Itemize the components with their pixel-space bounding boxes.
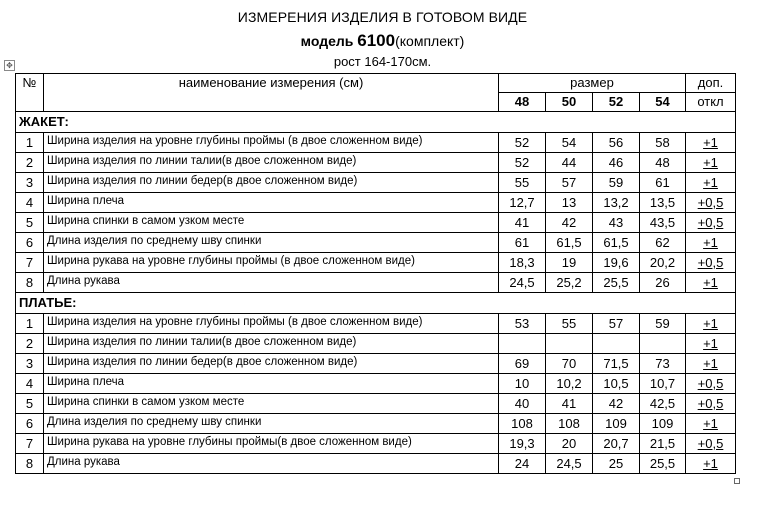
measurement-value: 18,3 bbox=[499, 253, 546, 273]
measurement-name: Ширина рукава на уровне глубины проймы(в двое сложенном виде) bbox=[44, 434, 499, 454]
model-suffix: (комплект) bbox=[395, 33, 465, 49]
tolerance-value: +1 bbox=[703, 356, 718, 371]
measurement-value: 62 bbox=[640, 233, 686, 253]
size-50: 50 bbox=[546, 93, 593, 112]
measurement-value: 43,5 bbox=[640, 213, 686, 233]
measurement-value: 42 bbox=[546, 213, 593, 233]
measurement-value: 20 bbox=[546, 434, 593, 454]
tolerance-cell bbox=[686, 273, 736, 293]
tolerance-cell bbox=[686, 454, 736, 474]
tolerance-cell bbox=[686, 314, 736, 334]
row-number: 6 bbox=[16, 233, 44, 253]
tolerance-cell bbox=[686, 334, 736, 354]
measurement-value: 24,5 bbox=[499, 273, 546, 293]
measurement-value: 73 bbox=[640, 354, 686, 374]
measurement-value: 25 bbox=[593, 454, 640, 474]
measurement-value: 19 bbox=[546, 253, 593, 273]
table-row bbox=[16, 394, 736, 414]
measurement-value: 108 bbox=[499, 414, 546, 434]
row-number: 8 bbox=[16, 273, 44, 293]
measurement-value: 53 bbox=[499, 314, 546, 334]
measurement-name: Длина рукава bbox=[44, 454, 499, 474]
table-row bbox=[16, 253, 736, 273]
table-row bbox=[16, 314, 736, 334]
measurement-value: 61,5 bbox=[593, 233, 640, 253]
measurement-name: Ширина изделия на уровне глубины проймы (в двое сложенном виде) bbox=[44, 314, 499, 334]
tolerance-cell bbox=[686, 434, 736, 454]
table-row bbox=[16, 173, 736, 193]
table-row bbox=[16, 153, 736, 173]
table-resize-handle-icon[interactable] bbox=[734, 478, 740, 484]
measurement-value: 26 bbox=[640, 273, 686, 293]
tolerance-cell bbox=[686, 414, 736, 434]
size-48: 48 bbox=[499, 93, 546, 112]
table-row bbox=[16, 434, 736, 454]
measurement-name: Длина изделия по среднему шву спинки bbox=[44, 414, 499, 434]
size-52: 52 bbox=[593, 93, 640, 112]
row-number: 5 bbox=[16, 394, 44, 414]
header-tolerance-bottom: откл bbox=[686, 93, 736, 112]
measurement-name: Ширина изделия по линии бедер(в двое сложенном виде) bbox=[44, 354, 499, 374]
header-name: наименование измерения (см) bbox=[44, 74, 499, 112]
row-number: 3 bbox=[16, 173, 44, 193]
tolerance-cell bbox=[686, 354, 736, 374]
measurement-value: 40 bbox=[499, 394, 546, 414]
tolerance-value: +1 bbox=[703, 316, 718, 331]
measurement-value: 24,5 bbox=[546, 454, 593, 474]
measurement-value: 10,2 bbox=[546, 374, 593, 394]
tolerance-value: +0,5 bbox=[697, 255, 724, 270]
measurement-value: 10 bbox=[499, 374, 546, 394]
measurement-name: Ширина рукава на уровне глубины проймы (в двое сложенном виде) bbox=[44, 253, 499, 273]
measurement-value bbox=[640, 334, 686, 354]
measurement-value: 48 bbox=[640, 153, 686, 173]
tolerance-value: +1 bbox=[703, 456, 718, 471]
measurement-value: 57 bbox=[546, 173, 593, 193]
measurement-value: 13,5 bbox=[640, 193, 686, 213]
table-row bbox=[16, 374, 736, 394]
table-row bbox=[16, 233, 736, 253]
measurement-value: 13 bbox=[546, 193, 593, 213]
measurement-value: 25,5 bbox=[593, 273, 640, 293]
measurement-value: 13,2 bbox=[593, 193, 640, 213]
measurement-value: 109 bbox=[593, 414, 640, 434]
tolerance-value: +1 bbox=[703, 275, 718, 290]
measurement-value: 55 bbox=[546, 314, 593, 334]
measurement-value: 55 bbox=[499, 173, 546, 193]
measurement-value: 70 bbox=[546, 354, 593, 374]
tolerance-cell bbox=[686, 153, 736, 173]
tolerance-value: +0,5 bbox=[697, 376, 724, 391]
row-number: 1 bbox=[16, 314, 44, 334]
measurement-name: Ширина плеча bbox=[44, 374, 499, 394]
model-prefix: модель bbox=[300, 33, 354, 49]
measurement-value: 25,5 bbox=[640, 454, 686, 474]
header-num: № bbox=[16, 74, 44, 112]
tolerance-value: +1 bbox=[703, 235, 718, 250]
header-row bbox=[16, 74, 736, 93]
measurement-value: 52 bbox=[499, 133, 546, 153]
measurement-value: 61 bbox=[499, 233, 546, 253]
measurement-value: 69 bbox=[499, 354, 546, 374]
header-tolerance-top: доп. bbox=[686, 74, 736, 93]
measurement-value: 12,7 bbox=[499, 193, 546, 213]
row-number: 4 bbox=[16, 193, 44, 213]
table-move-handle-icon[interactable]: ✥ bbox=[4, 60, 15, 71]
tolerance-cell bbox=[686, 233, 736, 253]
section-title: ПЛАТЬЕ: bbox=[16, 293, 736, 314]
document-title: ИЗМЕРЕНИЯ ИЗДЕЛИЯ В ГОТОВОМ ВИДЕ bbox=[237, 9, 528, 25]
measurement-value: 20,7 bbox=[593, 434, 640, 454]
tolerance-value: +1 bbox=[703, 135, 718, 150]
measurement-name: Ширина спинки в самом узком месте bbox=[44, 394, 499, 414]
tolerance-cell bbox=[686, 213, 736, 233]
tolerance-value: +0,5 bbox=[697, 215, 724, 230]
tolerance-cell bbox=[686, 394, 736, 414]
tolerance-cell bbox=[686, 374, 736, 394]
tolerance-value: +0,5 bbox=[697, 195, 724, 210]
measurement-value: 10,7 bbox=[640, 374, 686, 394]
measurement-value: 56 bbox=[593, 133, 640, 153]
tolerance-value: +1 bbox=[703, 416, 718, 431]
measurement-value: 52 bbox=[499, 153, 546, 173]
measurement-value: 10,5 bbox=[593, 374, 640, 394]
row-number: 8 bbox=[16, 454, 44, 474]
measurement-name: Ширина изделия по линии талии(в двое сложенном виде) bbox=[44, 334, 499, 354]
row-number: 3 bbox=[16, 354, 44, 374]
row-number: 2 bbox=[16, 153, 44, 173]
measurement-name: Длина рукава bbox=[44, 273, 499, 293]
table-row bbox=[16, 193, 736, 213]
measurements-table bbox=[15, 73, 736, 474]
row-number: 2 bbox=[16, 334, 44, 354]
table-row bbox=[16, 414, 736, 434]
tolerance-cell bbox=[686, 193, 736, 213]
measurement-value: 24 bbox=[499, 454, 546, 474]
section-header bbox=[16, 112, 736, 133]
measurement-name: Ширина плеча bbox=[44, 193, 499, 213]
row-number: 4 bbox=[16, 374, 44, 394]
measurement-name: Ширина спинки в самом узком месте bbox=[44, 213, 499, 233]
size-54: 54 bbox=[640, 93, 686, 112]
height-range: рост 164-170см. bbox=[333, 54, 432, 69]
model-line bbox=[0, 31, 765, 51]
measurement-value: 21,5 bbox=[640, 434, 686, 454]
row-number: 5 bbox=[16, 213, 44, 233]
measurement-value: 41 bbox=[546, 394, 593, 414]
measurement-value: 19,6 bbox=[593, 253, 640, 273]
section-header bbox=[16, 293, 736, 314]
measurement-value: 20,2 bbox=[640, 253, 686, 273]
measurement-value bbox=[593, 334, 640, 354]
measurement-name: Ширина изделия по линии бедер(в двое сложенном виде) bbox=[44, 173, 499, 193]
tolerance-value: +1 bbox=[703, 336, 718, 351]
measurement-value: 19,3 bbox=[499, 434, 546, 454]
measurement-value: 59 bbox=[640, 314, 686, 334]
measurement-value: 43 bbox=[593, 213, 640, 233]
row-number: 7 bbox=[16, 434, 44, 454]
measurement-value: 61,5 bbox=[546, 233, 593, 253]
table-row bbox=[16, 354, 736, 374]
measurement-name: Ширина изделия по линии талии(в двое сложенном виде) bbox=[44, 153, 499, 173]
measurement-value: 54 bbox=[546, 133, 593, 153]
measurement-value bbox=[499, 334, 546, 354]
measurement-value: 41 bbox=[499, 213, 546, 233]
row-number: 7 bbox=[16, 253, 44, 273]
table-row bbox=[16, 213, 736, 233]
section-title: ЖАКЕТ: bbox=[16, 112, 736, 133]
row-number: 6 bbox=[16, 414, 44, 434]
measurement-value: 108 bbox=[546, 414, 593, 434]
measurement-name: Длина изделия по среднему шву спинки bbox=[44, 233, 499, 253]
tolerance-cell bbox=[686, 253, 736, 273]
tolerance-value: +1 bbox=[703, 155, 718, 170]
table-row bbox=[16, 334, 736, 354]
tolerance-cell bbox=[686, 133, 736, 153]
measurement-value: 58 bbox=[640, 133, 686, 153]
measurement-value: 61 bbox=[640, 173, 686, 193]
table-row bbox=[16, 454, 736, 474]
measurement-value: 59 bbox=[593, 173, 640, 193]
measurement-value bbox=[546, 334, 593, 354]
measurement-name: Ширина изделия на уровне глубины проймы (в двое сложенном виде) bbox=[44, 133, 499, 153]
table-row bbox=[16, 273, 736, 293]
measurement-value: 42 bbox=[593, 394, 640, 414]
measurement-value: 44 bbox=[546, 153, 593, 173]
measurement-value: 42,5 bbox=[640, 394, 686, 414]
measurement-value: 109 bbox=[640, 414, 686, 434]
measurement-value: 57 bbox=[593, 314, 640, 334]
tolerance-value: +0,5 bbox=[697, 436, 724, 451]
header-size: размер bbox=[499, 74, 686, 93]
model-number: 6100 bbox=[357, 31, 396, 50]
tolerance-cell bbox=[686, 173, 736, 193]
tolerance-value: +1 bbox=[703, 175, 718, 190]
tolerance-value: +0,5 bbox=[697, 396, 724, 411]
table-row bbox=[16, 133, 736, 153]
row-number: 1 bbox=[16, 133, 44, 153]
measurement-value: 46 bbox=[593, 153, 640, 173]
measurement-value: 25,2 bbox=[546, 273, 593, 293]
measurement-value: 71,5 bbox=[593, 354, 640, 374]
